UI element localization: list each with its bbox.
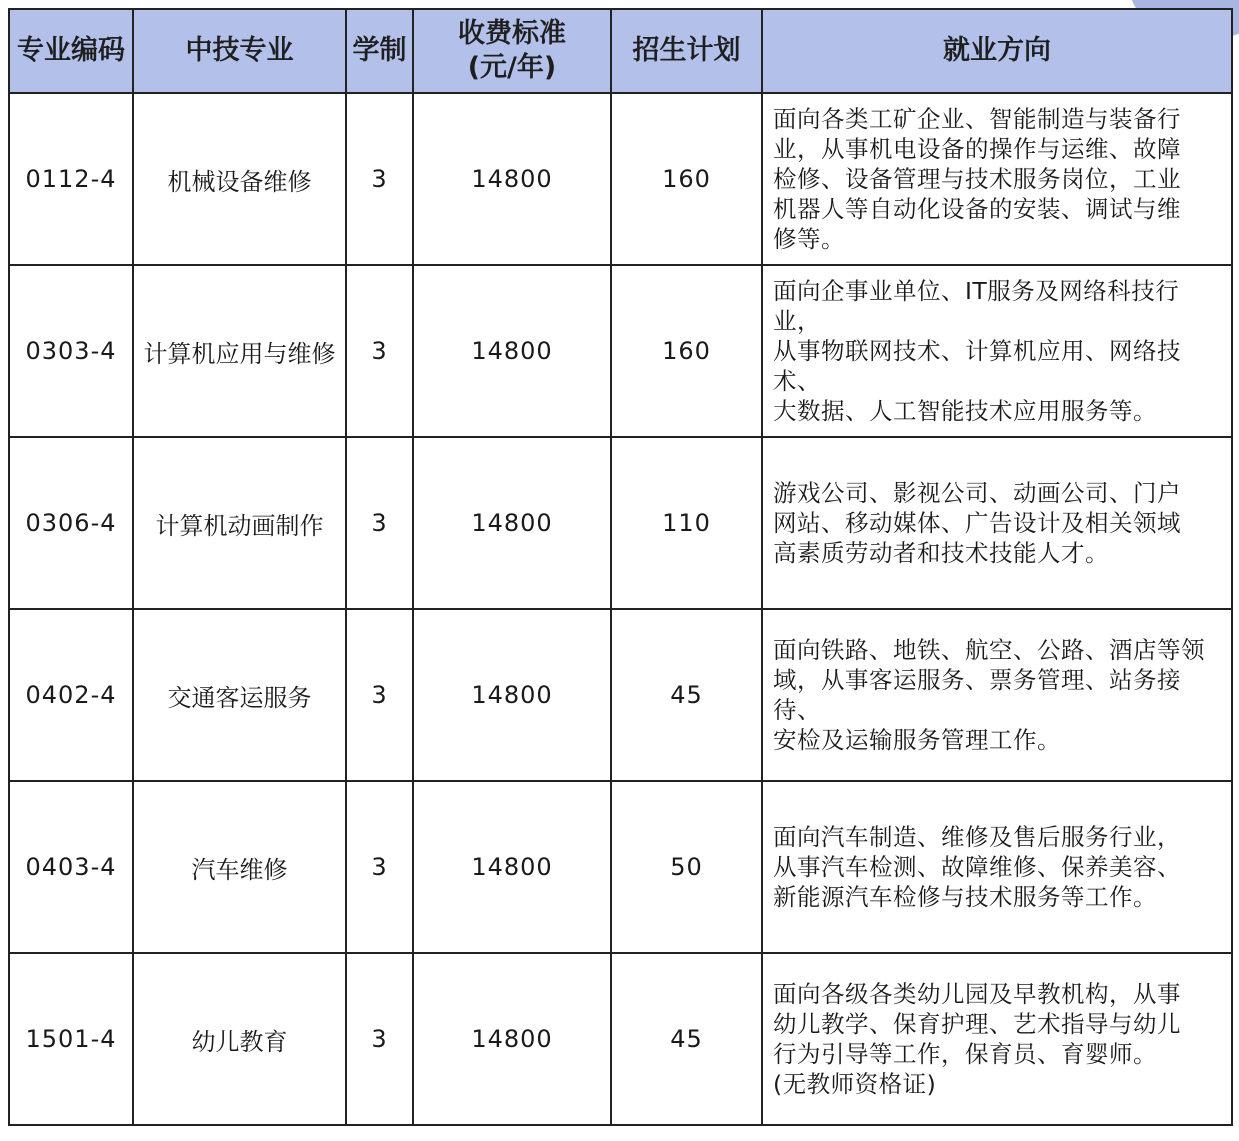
major-cell: 交通客运服务 (133, 609, 346, 781)
career-line: 业，从事机电设备的操作与运维、故障 (773, 135, 1181, 163)
duration-cell: 3 (346, 93, 413, 265)
duration-cell: 3 (346, 781, 413, 953)
career-line: 新能源汽车检修与技术服务等工作。 (773, 883, 1157, 911)
header-fee-label: 收费标准 (458, 18, 566, 49)
plan-cell: 45 (611, 953, 762, 1125)
fee-cell: 14800 (413, 781, 611, 953)
table-row (9, 953, 1232, 1125)
career-line: 面向各类工矿企业、智能制造与装备行 (773, 105, 1181, 133)
code-cell: 0303-4 (9, 265, 133, 437)
career-cell (762, 93, 1232, 265)
table-row (9, 93, 1232, 265)
header-duration: 学制 (346, 9, 413, 93)
career-line: 机器人等自动化设备的安装、调试与维 (773, 195, 1181, 223)
career-line: 网站、移动媒体、广告设计及相关领域 (773, 509, 1181, 537)
career-line: 面向汽车制造、维修及售后服务行业， (773, 823, 1181, 851)
career-cell (762, 953, 1232, 1125)
duration-cell: 3 (346, 265, 413, 437)
duration-cell: 3 (346, 953, 413, 1125)
fee-cell: 14800 (413, 609, 611, 781)
fee-cell: 14800 (413, 437, 611, 609)
table-body (9, 93, 1232, 1125)
major-cell: 汽车维修 (133, 781, 346, 953)
fee-cell: 14800 (413, 953, 611, 1125)
header-plan: 招生计划 (611, 9, 762, 93)
career-line: 从事汽车检测、故障维修、保养美容、 (773, 853, 1181, 881)
code-cell: 0402-4 (9, 609, 133, 781)
career-line: 幼儿教学、保育护理、艺术指导与幼儿 (773, 1010, 1181, 1038)
career-cell (762, 265, 1232, 437)
header-code: 专业编码 (9, 9, 133, 93)
header-fee (413, 9, 611, 93)
career-line: 面向各级各类幼儿园及早教机构，从事 (773, 980, 1181, 1008)
header-fee-unit: (元/年) (467, 52, 557, 83)
major-cell: 机械设备维修 (133, 93, 346, 265)
table-header (9, 9, 1232, 93)
plan-cell: 160 (611, 93, 762, 265)
table-row (9, 781, 1232, 953)
career-line: 行为引导等工作，保育员、育婴师。 (773, 1040, 1157, 1068)
career-cell (762, 609, 1232, 781)
career-cell (762, 781, 1232, 953)
plan-cell: 110 (611, 437, 762, 609)
code-cell: 0112-4 (9, 93, 133, 265)
career-line: 从事物联网技术、计算机应用、网络技术、 (773, 337, 1181, 395)
major-cell: 计算机应用与维修 (133, 265, 346, 437)
plan-cell: 50 (611, 781, 762, 953)
career-line: 高素质劳动者和技术技能人才。 (773, 539, 1109, 567)
header-career: 就业方向 (762, 9, 1232, 93)
duration-cell: 3 (346, 437, 413, 609)
career-line: 面向铁路、地铁、航空、公路、酒店等领 (773, 636, 1205, 664)
major-cell: 幼儿教育 (133, 953, 346, 1125)
fee-cell: 14800 (413, 265, 611, 437)
career-cell (762, 437, 1232, 609)
career-line: 域，从事客运服务、票务管理、站务接待、 (773, 666, 1181, 724)
career-line: 游戏公司、影视公司、动画公司、门户 (773, 479, 1181, 507)
code-cell: 0306-4 (9, 437, 133, 609)
major-cell: 计算机动画制作 (133, 437, 346, 609)
career-line: 大数据、人工智能技术应用服务等。 (773, 397, 1157, 425)
career-line: 修等。 (773, 225, 845, 253)
header-major: 中技专业 (133, 9, 346, 93)
fee-cell: 14800 (413, 93, 611, 265)
table-row (9, 437, 1232, 609)
code-cell: 0403-4 (9, 781, 133, 953)
table-row (9, 609, 1232, 781)
career-line: 面向企事业单位、IT服务及网络科技行业， (773, 277, 1180, 335)
career-line: 检修、设备管理与技术服务岗位，工业 (773, 165, 1181, 193)
plan-cell: 45 (611, 609, 762, 781)
code-cell: 1501-4 (9, 953, 133, 1125)
duration-cell: 3 (346, 609, 413, 781)
header-row (9, 9, 1232, 93)
program-table (8, 8, 1233, 1126)
career-line: (无教师资格证) (773, 1070, 937, 1098)
plan-cell: 160 (611, 265, 762, 437)
table-row (9, 265, 1232, 437)
career-line: 安检及运输服务管理工作。 (773, 726, 1061, 754)
